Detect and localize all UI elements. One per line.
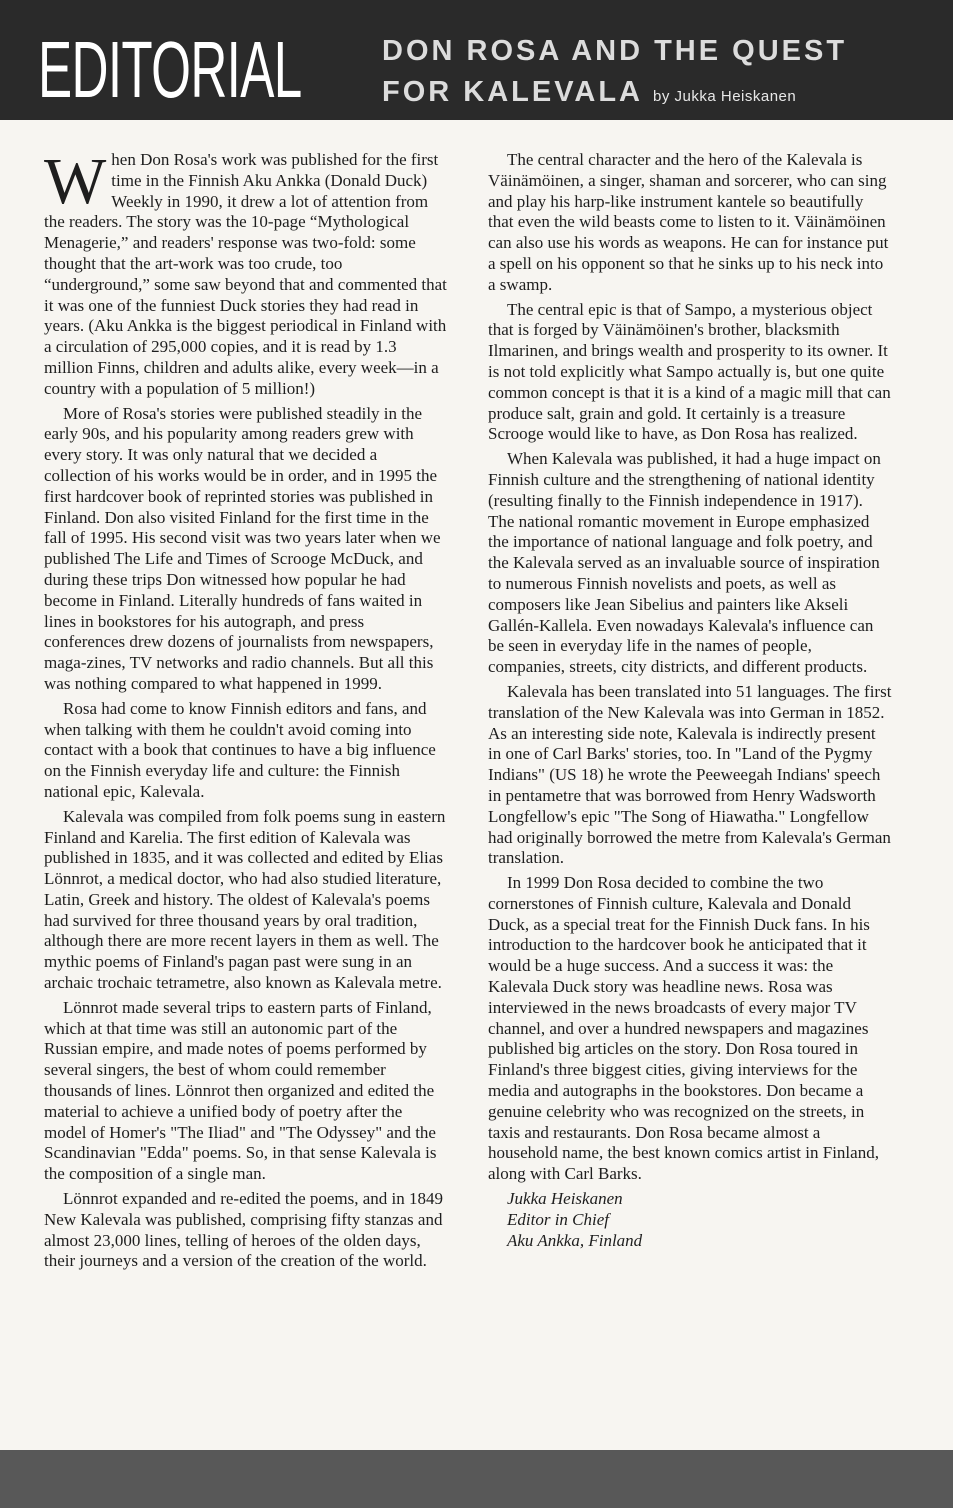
paragraph: More of Rosa's stories were published steadily in the early 90s, and his popularity among readers grew with every story. It was only natural that we decided a collection of his works would be in order, and in 1995 the first hardcover book of reprinted stories was published in Finland. Don also visited Finland for the first time in the fall of 1995. His second visit was two years later when we published The Life and Times of Scrooge McDuck, and during these trips Don witnessed how popular he had become in Finland. Literally hundreds of fans waited in lines in bookstores for his autograph, and press conferences drew dozens of journalists from newspapers, maga-zines, TV networks and radio channels. But all this was nothing compared to what happened in 1999. — [44, 403, 441, 693]
paragraph: When Kalevala was published, it had a huge impact on Finnish culture and the strengthening of national identity (resulting finally to the Finnish independence in 1917). The national romantic movement in Europe emphasized the importance of national language and folk poetry, and the Kalevala served as an invaluable source of inspiration to numerous Finnish novelists and poets, as well as composers like Jean Sibelius and painters like Akseli Gallén-Kallela. Even nowadays Kalevala's influence can be seen in everyday life in the names of people, companies, streets, city districts, and different products. — [488, 449, 881, 677]
signature-publication: Aku Ankka, Finland — [507, 1230, 643, 1250]
headline-line-1: DON ROSA AND THE QUEST — [382, 35, 848, 67]
signature-name: Jukka Heiskanen — [507, 1189, 623, 1209]
header-banner — [0, 0, 953, 120]
right-column — [488, 150, 893, 1251]
paragraph: Kalevala has been translated into 51 languages. The first translation of the New Kalevala was into German in 1852. As an interesting side note, Kalevala is indirectly present in one of Carl Barks' stories, too. In "Land of the Pygmy Indians" (US 18) he wrote the Peeweegah Indians' speech in pentametre that was borrowed from Henry Wadsworth Longfellow's epic "The Song of Hiawatha." Longfellow had originally borrowed the metre from Kalevala's German translation. — [488, 681, 892, 868]
paragraph: The central epic is that of Sampo, a mysterious object that is forged by Väinämöinen's brother, blacksmith Ilmarinen, and brings wealth and prosperity to its owner. It is not told explicitly what Sampo actually is, but one quite common concept is that it is a kind of a magic mill that can produce salt, grain and gold. It certainly is a treasure Scrooge would like to have, as Don Rosa has realized. — [488, 299, 891, 444]
byline: by Jukka Heiskanen — [653, 88, 797, 105]
footer-band — [0, 1450, 953, 1508]
paragraph — [44, 145, 448, 400]
paragraph: Lönnrot expanded and re-edited the poems, and in 1849 New Kalevala was published, comprising fifty stanzas and almost 23,000 lines, telling of heroes of the olden days, their journeys and a version of the creation of the world. — [44, 1189, 444, 1271]
paragraph: Lönnrot made several trips to eastern parts of Finland, which at that time was still an autonomic part of the Russian empire, and made notes of poems performed by several singers, the best of whom could remember thousands of lines. Lönnrot then organized and edited the material to achieve a unified body of poetry after the model of Homer's "The Iliad" and "The Odyssey" and the Scandinavian "Edda" poems. So, in that sense Kalevala is the composition of a single man. — [44, 997, 437, 1184]
drop-cap: W — [44, 145, 107, 218]
headline-line-2-text: FOR KALEVALA — [382, 76, 642, 108]
paragraph: In 1999 Don Rosa decided to combine the two cornerstones of Finnish culture, Kalevala and Donald Duck, as a special treat for the Finnish Duck fans. In his introduction to the hardcover book he anticipated that it would be a huge success. And a success it was: the Kalevala Duck story was headline news. Rosa was interviewed in the news broadcasts of every major TV channel, and over a hundred newspapers and magazines published big articles on the story. Don Rosa toured in Finland's three biggest cities, giving interviews for the media and autographs in the bookstores. Don became a genuine celebrity who was recognized on the streets, in taxis and restaurants. Don Rosa became almost a household name, the best known comics artist in Finland, along with Carl Barks. — [488, 873, 879, 1184]
paragraph: The central character and the hero of the Kalevala is Väinämöinen, a singer, shaman and sorcerer, who can sing and play his harp-like instrument kantele so beautifully that even the wild beasts come to listen to it. Väinämöinen can also use his words as weapons. He can for instance put a spell on his opponent so that he sinks up to his neck into a swamp. — [488, 150, 889, 294]
signature-block — [488, 1189, 893, 1251]
article-headline — [382, 31, 847, 117]
headline-line-2 — [382, 72, 847, 117]
paragraph: Kalevala was compiled from folk poems sung in eastern Finland and Karelia. The first edition of Kalevala was published in 1835, and it was collected and edited by Elias Lönnrot, a medical doctor, who had also studied literature, Latin, Greek and history. The oldest of Kalevala's poems had survived for three thousand years by oral tradition, although there are more recent layers in them as well. The mythic poems of Finland's pagan past were sung in an archaic trochaic tetrametre, also known as Kalevala metre. — [44, 806, 446, 993]
paragraph: Rosa had come to know Finnish editors and fans, and when talking with them he couldn't avoid coming into contact with a book that continues to have a big influence on the Finnish everyday life and culture: the Finnish national epic, Kalevala. — [44, 698, 436, 801]
masthead-title: EDITORIAL — [38, 25, 302, 114]
left-column — [44, 145, 448, 1276]
paragraph-text: hen Don Rosa's work was published for the first time in the Finnish Aku Ankka (Donald Duck) Weekly in 1990, it drew a lot of attention from the readers. The story was the 10-page “Mythological Menagerie,” and readers' response was two-fold: some thought that the art-work was too crude, too “underground,” some saw beyond that and commented that it was one of the funniest Duck stories they had read in years. (Aku Ankka is the biggest periodical in Finland with a circulation of 295,000 copies, and it is read by 1.3 million Finns, children and adults alike, every week—in a country with a population of 5 million!) — [44, 150, 447, 398]
signature-title: Editor in Chief — [507, 1209, 609, 1229]
